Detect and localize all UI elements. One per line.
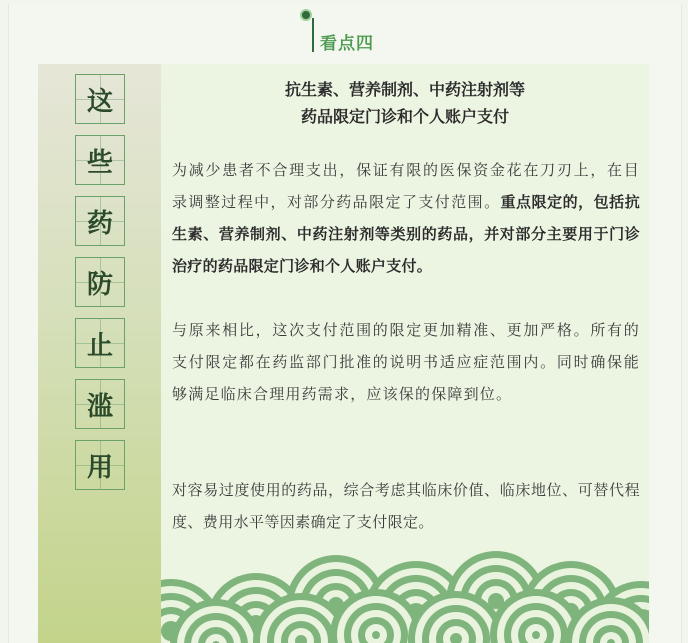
vertical-title-char: 止	[75, 318, 125, 368]
vertical-title-char: 防	[75, 257, 125, 307]
paragraph-2: 与原来相比，这次支付范围的限定更加精准、更加严格。所有的支付限定都在药监部门批准的说明书适应症范围内。同时确保能够满足临床合理用药需求，应该保的保障到位。	[172, 321, 640, 403]
pin-dot-icon	[300, 9, 312, 21]
vertical-title-char: 这	[75, 74, 125, 124]
paragraph-1-text: 为减少患者不合理支出，保证有限的医保资金花在刀刃上，在目录调整过程中，对部分药品限定了支付范围。	[172, 161, 640, 211]
wave-ring	[532, 631, 540, 639]
vertical-title-column	[38, 64, 161, 643]
wave-pattern-decoration	[161, 543, 649, 643]
article-title-line-2: 药品限定门诊和个人账户支付	[300, 107, 509, 126]
vertical-title-char: 用	[75, 440, 125, 490]
paragraph-1	[172, 154, 640, 282]
content-panel	[161, 64, 649, 643]
article-title-line-1: 抗生素、营养制剂、中药注射剂等	[284, 80, 525, 99]
wave-ring	[372, 631, 380, 639]
vertical-title-char: 滥	[75, 379, 125, 429]
vertical-title-char: 药	[75, 196, 125, 246]
section-heading: 看点四	[320, 34, 374, 54]
vertical-title-char: 些	[75, 135, 125, 185]
paragraph-3: 对容易过度使用的药品，综合考虑其临床价值、临床地位、可替代程度、费用水平等因素确定了支付限定。	[172, 481, 640, 531]
pin-line-icon	[312, 18, 314, 52]
paragraph-1-emphasis: 重点限定的，包括抗生素、营养制剂、中药注射剂等类别的药品，并对部分主要用于门诊治疗的药品限定门诊和个人账户支付。	[172, 193, 640, 275]
